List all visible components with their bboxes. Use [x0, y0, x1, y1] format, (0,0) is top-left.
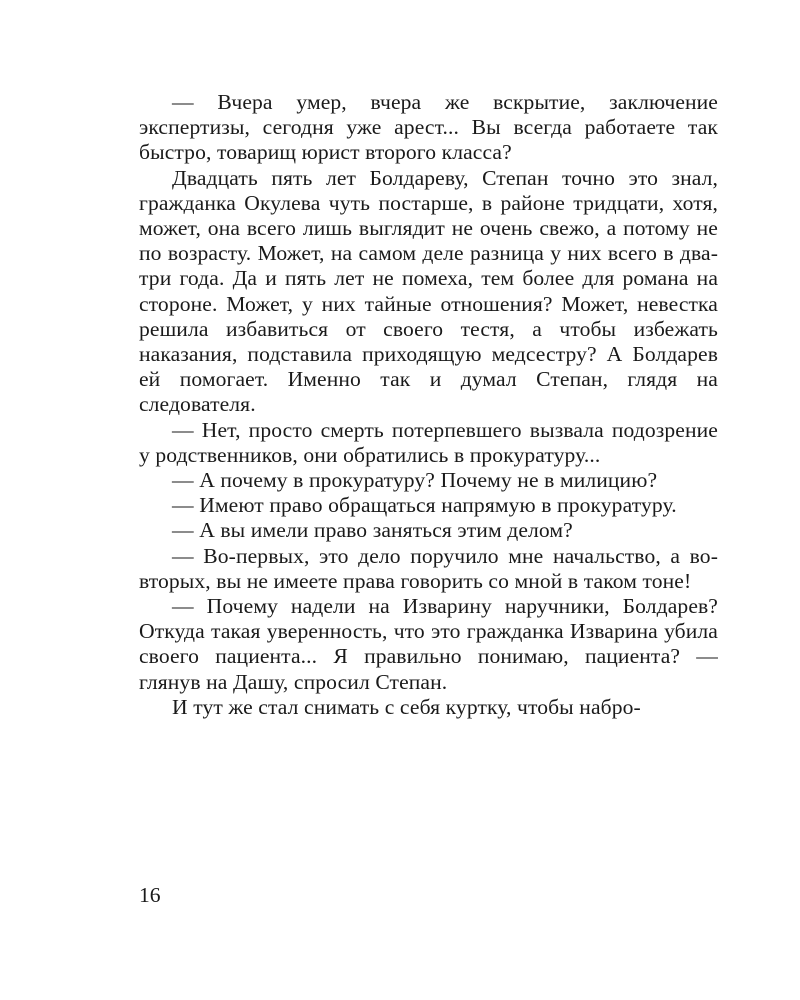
paragraph-1: — Вчера умер, вчера же вскрытие, заключение экспертизы, сегодня уже арест... Вы всегда работаете так быстро, товарищ юрист второго класса?	[139, 90, 718, 165]
paragraph-8: — Почему надели на Изварину наручники, Болдарев? Откуда такая уверенность, что это гражданка Изварина убила своего пациента... Я правильно понимаю, пациента? — глянув на Дашу, спросил Степан.	[139, 594, 718, 694]
paragraph-7: — Во-первых, это дело поручило мне начальство, а во-вторых, вы не имеете права говорить со мной в таком тоне!	[139, 543, 718, 593]
paragraph-9: И тут же стал снимать с себя куртку, чтобы набро-	[172, 694, 641, 719]
page-number: 16	[139, 883, 161, 907]
paragraph-3: — Нет, просто смерть потерпевшего вызвала подозрение у родственников, они обратились в прокуратуру...	[139, 417, 718, 467]
paragraph-6: — А вы имели право заняться этим делом?	[172, 518, 573, 543]
paragraph-5: — Имеют право обращаться напрямую в прокуратуру.	[172, 493, 677, 518]
paragraph-2: Двадцать пять лет Болдареву, Степан точно это знал, гражданка Окулева чуть постарше, в районе тридцати, хотя, может, она всего лишь выглядит не очень свежо, а потому не по возрасту. Может, на самом деле разница у них всего в два-три года. Да и пять лет не помеха, тем более для романа на стороне. Может, у них тайные отношения? Может, невестка решила избавиться от своего тестя, а чтобы избежать наказания, подставила приходящую медсестру? А Болдарев ей помогает. Именно так и думал Степан, глядя на следователя.	[139, 165, 718, 417]
paragraph-4: — А почему в прокуратуру? Почему не в милицию?	[172, 468, 658, 493]
page-text	[139, 90, 718, 720]
